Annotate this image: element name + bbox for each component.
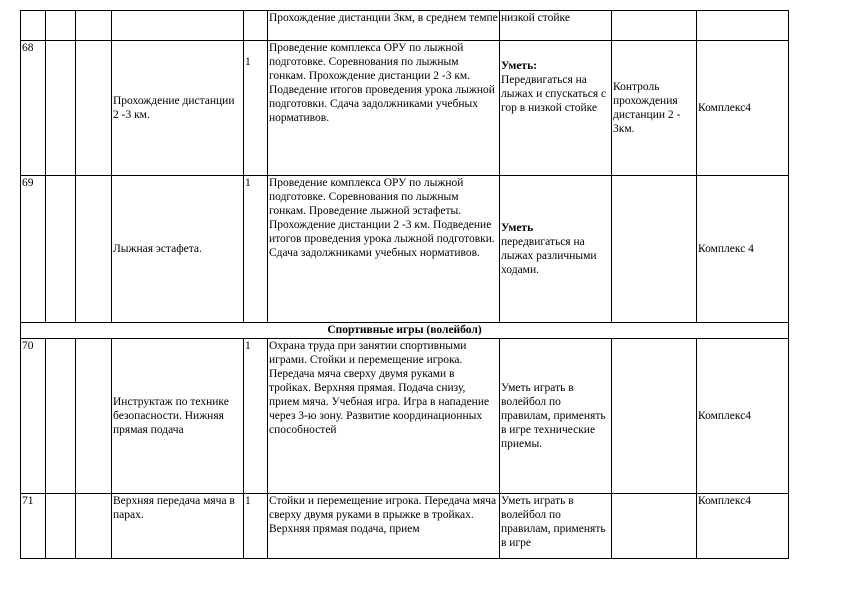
table-row	[21, 339, 789, 494]
num-cell: 71	[21, 494, 46, 559]
table-row	[21, 176, 789, 323]
control-cell	[612, 176, 697, 323]
homework-cell: Комплекс4	[697, 41, 789, 176]
topic-cell: Верхняя передача мяча в парах.	[112, 494, 244, 559]
topic-cell	[112, 11, 244, 41]
content-cell: Прохождение дистанции 3км, в среднем темпе	[268, 11, 500, 41]
hours-cell: 1	[244, 176, 268, 323]
topic-cell: Лыжная эстафета.	[112, 176, 244, 323]
skills-text: передвигаться на лыжах различными ходами.	[501, 236, 597, 276]
content-cell: Проведение комплекса ОРУ по лыжной подготовке. Соревнования по лыжным гонкам. Прохождение дистанции 2 -3 км. Подведение итогов проведения урока лыжной подготовки. Сдача задолжниками учебных нормативов.	[268, 41, 500, 176]
homework-cell	[697, 11, 789, 41]
hours-cell: 1	[244, 339, 268, 494]
num-cell: 70	[21, 339, 46, 494]
skills-cell: Уметь играть в волейбол по правилам, применять в игре технические приемы.	[500, 339, 612, 494]
skills-text: Передвигаться на лыжах и спускаться с гор в низкой стойке	[501, 74, 607, 114]
topic-cell: Инструктаж по технике безопасности. Нижняя прямая подача	[112, 339, 244, 494]
control-cell	[612, 339, 697, 494]
content-cell: Проведение комплекса ОРУ по лыжной подготовке. Соревнования по лыжным гонкам. Проведение лыжной эстафеты. Прохождение дистанции 2 -3 км. Подведение итогов проведения урока лыжной подготовки. Сдача задолжниками учебных нормативов.	[268, 176, 500, 323]
homework-cell: Комплекс 4	[697, 176, 789, 323]
control-cell	[612, 11, 697, 41]
topic-cell: Прохождение дистанции 2 -3 км.	[112, 41, 244, 176]
section-header-row	[21, 323, 789, 339]
skills-cell: низкой стойке	[500, 11, 612, 41]
lesson-plan-table	[20, 10, 789, 559]
content-cell: Стойки и перемещение игрока. Передача мяча сверху двумя руками в прыжке в тройках. Верхняя прямая подача, прием	[268, 494, 500, 559]
table-row	[21, 11, 789, 41]
skills-cell	[500, 41, 612, 176]
table-row	[21, 41, 789, 176]
hours-cell	[244, 11, 268, 41]
hours-cell	[244, 41, 268, 176]
content-cell: Охрана труда при занятии спортивными играми. Стойки и перемещение игрока. Передача мяча сверху двумя руками в тройках. Верхняя прямая. Подача снизу, прием мяча. Учебная игра. Игра в нападение через 3-ю зону. Развитие координационных способностей	[268, 339, 500, 494]
control-cell: Контроль прохождения дистанции 2 - 3км.	[612, 41, 697, 176]
table-row	[21, 494, 789, 559]
num-cell: 69	[21, 176, 46, 323]
control-cell	[612, 494, 697, 559]
homework-cell: Комплекс4	[697, 339, 789, 494]
hours-value: 1	[245, 56, 251, 68]
section-header: Спортивные игры (волейбол)	[21, 323, 789, 339]
skills-cell	[500, 176, 612, 323]
homework-cell: Комплекс4	[697, 494, 789, 559]
num-cell: 68	[21, 41, 46, 176]
skills-title: Уметь	[501, 222, 534, 234]
num-cell	[21, 11, 46, 41]
hours-cell: 1	[244, 494, 268, 559]
skills-cell: Уметь играть в волейбол по правилам, применять в игре	[500, 494, 612, 559]
skills-title: Уметь:	[501, 60, 537, 72]
